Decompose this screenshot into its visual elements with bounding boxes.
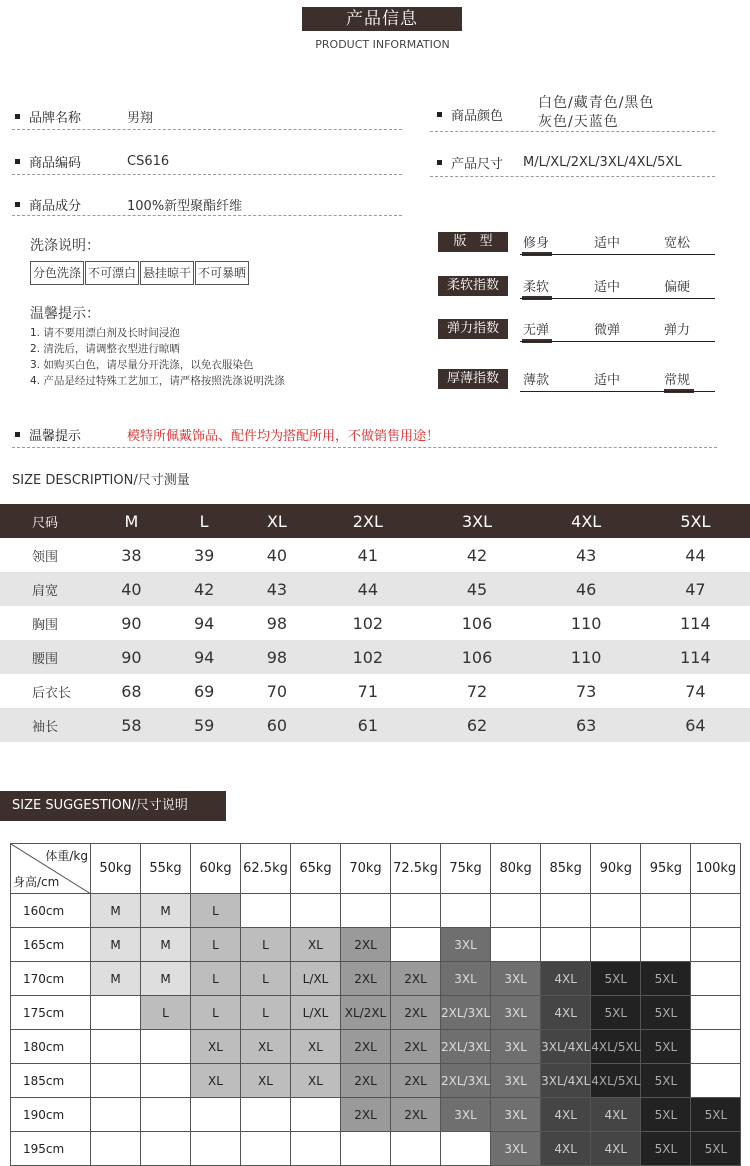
suggestion-cell (341, 1132, 391, 1166)
suggestion-cell (691, 928, 741, 962)
table-cell: 68 (121, 681, 142, 701)
height-label: 180cm (11, 1030, 91, 1064)
suggestion-row (11, 1064, 741, 1098)
header-cell: 5XL (641, 504, 750, 538)
weight-header: 75kg (441, 844, 491, 894)
suggestion-cell: 3XL (491, 962, 541, 996)
height-label: 175cm (11, 996, 91, 1030)
height-label: 185cm (11, 1064, 91, 1098)
suggestion-cell (291, 1098, 341, 1132)
suggestion-cell (291, 1132, 341, 1166)
size-value: M/L/XL/2XL/3XL/4XL/5XL (523, 154, 682, 170)
weight-header: 65kg (291, 844, 341, 894)
color-label: 商品颜色 (451, 108, 504, 124)
suggestion-cell (541, 928, 591, 962)
suggestion-cell: 2XL (391, 1064, 441, 1098)
suggestion-cell: 2XL (341, 962, 391, 996)
divider (12, 174, 402, 175)
code-row (15, 151, 169, 171)
size-suggestion-title: SIZE SUGGESTION/尺寸说明 (0, 791, 226, 821)
suggestion-cell (91, 1098, 141, 1132)
divider (430, 131, 715, 132)
table-cell: 102 (313, 640, 422, 674)
table-cell: 40 (95, 572, 168, 606)
color-line-1: 白色/藏青色/黑色 (538, 95, 655, 111)
suggestion-row (11, 1030, 741, 1064)
table-cell: 94 (193, 613, 215, 633)
suggestion-cell: 4XL (541, 1132, 591, 1166)
suggestion-cell: L (241, 996, 291, 1030)
corner-weight-label: 体重/kg (45, 849, 88, 863)
suggestion-cell (241, 1098, 291, 1132)
height-label: 160cm (11, 894, 91, 928)
tip-line: 4. 产品是经过特殊工艺加工，请严格按照洗涤说明洗涤 (30, 375, 285, 387)
table-cell: 62 (422, 708, 531, 742)
row-label: 腰围 (0, 640, 95, 674)
size-table-header (0, 504, 750, 538)
table-row (0, 708, 750, 742)
suggestion-cell: 2XL/3XL (441, 1030, 491, 1064)
suggestion-cell: L (191, 962, 241, 996)
tips-list (30, 325, 285, 389)
suggestion-cell: M (91, 962, 141, 996)
suggestion-cell (241, 1132, 291, 1166)
table-cell: 106 (422, 640, 531, 674)
index-option: 弹力 (664, 323, 691, 338)
suggestion-cell: 2XL (391, 1030, 441, 1064)
table-cell: 44 (685, 545, 706, 565)
suggestion-cell: 3XL (441, 928, 491, 962)
suggestion-cell (91, 1030, 141, 1064)
index-option: 常规 (664, 373, 691, 388)
table-cell: 70 (266, 681, 288, 701)
warning-text: 模特所佩戴饰品、配件均为搭配所用，不做销售用途！ (127, 428, 440, 444)
header-cell: L (168, 504, 241, 538)
wash-title: 洗涤说明： (30, 238, 100, 254)
index-line (520, 341, 715, 342)
material-label: 商品成分 (29, 198, 82, 214)
suggestion-cell: 2XL (341, 1098, 391, 1132)
index-option: 适中 (594, 280, 621, 295)
suggestion-cell (391, 894, 441, 928)
suggestion-cell: 2XL (391, 996, 441, 1030)
table-cell: 46 (532, 572, 641, 606)
suggestion-cell: 4XL (541, 996, 591, 1030)
suggestion-cell: L (241, 928, 291, 962)
table-row (0, 538, 750, 572)
suggestion-cell: 2XL (341, 1030, 391, 1064)
weight-header: 100kg (691, 844, 741, 894)
suggestion-cell: 5XL (641, 1132, 691, 1166)
suggestion-cell (141, 1030, 191, 1064)
table-cell: 114 (641, 640, 750, 674)
suggestion-row (11, 1098, 741, 1132)
suggestion-header (11, 844, 741, 894)
suggestion-row (11, 928, 741, 962)
suggestion-cell: 2XL (341, 928, 391, 962)
size-row (437, 152, 682, 172)
index-line (520, 391, 715, 392)
table-cell: 110 (532, 640, 641, 674)
suggestion-cell (391, 1132, 441, 1166)
index-label: 弹力指数 (438, 319, 508, 339)
suggestion-cell (691, 962, 741, 996)
suggestion-cell: 4XL/5XL (591, 1064, 641, 1098)
suggestion-cell: 4XL (541, 962, 591, 996)
table-cell: 42 (168, 572, 241, 606)
table-cell: 69 (193, 681, 215, 701)
suggestion-cell: 3XL/4XL (541, 1030, 591, 1064)
suggestion-cell: L (241, 962, 291, 996)
suggestion-cell: 3XL (441, 962, 491, 996)
row-label: 袖长 (0, 708, 95, 742)
table-cell: 38 (121, 545, 142, 565)
suggestion-cell (441, 1132, 491, 1166)
wash-tag: 不可漂白 (85, 261, 139, 285)
weight-header: 55kg (141, 844, 191, 894)
index-option: 无弹 (523, 323, 550, 338)
suggestion-cell: 5XL (641, 1064, 691, 1098)
code-value: CS616 (127, 153, 170, 169)
index-option: 宽松 (664, 236, 691, 251)
header-cell: 4XL (532, 504, 641, 538)
tip-line: 2. 清洗后，请调整衣型进行晾晒 (30, 343, 180, 355)
suggestion-cell: XL (191, 1064, 241, 1098)
suggestion-cell: XL (291, 1030, 341, 1064)
weight-header: 72.5kg (391, 844, 441, 894)
suggestion-cell: L (191, 928, 241, 962)
suggestion-cell: 5XL (591, 962, 641, 996)
divider (12, 215, 402, 216)
suggestion-cell: M (91, 894, 141, 928)
material-row (15, 194, 242, 214)
index-option: 柔软 (523, 280, 550, 295)
index-option: 偏硬 (664, 280, 691, 295)
table-cell: 41 (357, 545, 379, 565)
size-table (0, 504, 750, 742)
table-cell: 102 (352, 613, 384, 633)
table-cell: 114 (680, 613, 711, 633)
suggestion-cell (591, 928, 641, 962)
page-subtitle: PRODUCT INFORMATION (315, 38, 450, 51)
suggestion-cell: L (141, 996, 191, 1030)
corner-height-label: 身高/cm (13, 875, 60, 889)
suggestion-cell: XL (241, 1030, 291, 1064)
suggestion-cell: 5XL (641, 962, 691, 996)
wash-tag: 不可暴晒 (195, 261, 249, 285)
table-cell: 42 (466, 545, 488, 565)
suggestion-cell: 3XL (441, 1098, 491, 1132)
suggestion-cell (91, 1064, 141, 1098)
table-cell: 40 (266, 545, 288, 565)
page-title: 产品信息 (302, 7, 462, 31)
suggestion-cell: 5XL (641, 1030, 691, 1064)
table-cell: 43 (241, 572, 314, 606)
suggestion-cell (591, 894, 641, 928)
suggestion-cell: M (141, 894, 191, 928)
suggestion-cell: 3XL (491, 1132, 541, 1166)
suggestion-cell (141, 1098, 191, 1132)
corner-cell (11, 844, 91, 894)
suggestion-cell: 4XL (591, 1132, 641, 1166)
row-label: 胸围 (32, 617, 59, 633)
suggestion-cell (691, 894, 741, 928)
size-label: 产品尺寸 (451, 156, 504, 172)
tip-line: 1. 请不要用漂白剂及长时间浸泡 (30, 327, 180, 339)
index-label: 柔软指数 (438, 276, 508, 296)
suggestion-cell (91, 996, 141, 1030)
suggestion-cell: 2XL (391, 962, 441, 996)
suggestion-cell (541, 894, 591, 928)
suggestion-cell: L (191, 894, 241, 928)
suggestion-cell: 5XL (691, 1098, 741, 1132)
table-cell: 71 (357, 681, 379, 701)
table-cell: 43 (576, 545, 597, 565)
tips-title: 温馨提示： (30, 306, 100, 322)
suggestion-cell: M (91, 928, 141, 962)
table-row (0, 674, 750, 708)
table-cell: 44 (313, 572, 422, 606)
row-label: 后衣长 (32, 685, 72, 701)
height-label: 165cm (11, 928, 91, 962)
suggestion-cell: 4XL (541, 1098, 591, 1132)
suggestion-cell: XL (291, 928, 341, 962)
height-label: 190cm (11, 1098, 91, 1132)
suggestion-cell: 2XL/3XL (441, 996, 491, 1030)
suggestion-cell: M (141, 928, 191, 962)
wash-tags (30, 261, 250, 285)
suggestion-cell: 5XL (591, 996, 641, 1030)
header-cell: M (95, 504, 168, 538)
weight-header: 95kg (641, 844, 691, 894)
suggestion-cell: 3XL/4XL (541, 1064, 591, 1098)
table-cell: 39 (193, 545, 215, 565)
table-cell: 98 (241, 640, 314, 674)
suggestion-row (11, 894, 741, 928)
size-description-title: SIZE DESCRIPTION/尺寸测量 (12, 473, 190, 488)
suggestion-row (11, 962, 741, 996)
brand-row (15, 106, 153, 126)
suggestion-cell: 5XL (641, 996, 691, 1030)
suggestion-cell (441, 894, 491, 928)
suggestion-cell (141, 1132, 191, 1166)
divider (12, 447, 717, 448)
table-cell: 58 (95, 708, 168, 742)
index-option: 适中 (594, 236, 621, 251)
suggestion-cell (641, 894, 691, 928)
suggestion-cell (191, 1098, 241, 1132)
table-cell: 72 (466, 681, 488, 701)
suggestion-cell (141, 1064, 191, 1098)
table-row (0, 606, 750, 640)
suggestion-cell (491, 894, 541, 928)
suggestion-cell (191, 1132, 241, 1166)
bullet-icon (437, 160, 442, 165)
table-cell: 59 (168, 708, 241, 742)
weight-header: 80kg (491, 844, 541, 894)
height-label: 170cm (11, 962, 91, 996)
wash-tag: 悬挂晾干 (140, 261, 194, 285)
material-value: 100%新型聚酯纤维 (127, 198, 243, 214)
code-label: 商品编码 (29, 155, 82, 171)
suggestion-cell (491, 928, 541, 962)
header-cell: 2XL (313, 504, 422, 538)
suggestion-cell: 2XL (391, 1098, 441, 1132)
index-option: 微弹 (594, 323, 621, 338)
table-cell: 45 (422, 572, 531, 606)
suggestion-cell (341, 894, 391, 928)
suggestion-cell: L/XL (291, 962, 341, 996)
suggestion-cell: 5XL (691, 1132, 741, 1166)
index-option: 适中 (594, 373, 621, 388)
suggestion-cell (691, 996, 741, 1030)
table-cell: 47 (641, 572, 750, 606)
table-cell: 64 (641, 708, 750, 742)
size-suggestion-table (10, 843, 741, 1166)
suggestion-cell: 3XL (491, 1030, 541, 1064)
index-label: 厚薄指数 (438, 369, 508, 389)
table-row (0, 572, 750, 606)
suggestion-cell (391, 928, 441, 962)
suggestion-cell: 2XL (341, 1064, 391, 1098)
bullet-icon (15, 114, 20, 119)
index-line (520, 254, 715, 255)
table-cell: 63 (532, 708, 641, 742)
suggestion-cell: 5XL (641, 1098, 691, 1132)
bullet-icon (15, 159, 20, 164)
row-label: 肩宽 (0, 572, 95, 606)
wash-tag: 分色洗涤 (30, 261, 84, 285)
table-cell: 73 (576, 681, 597, 701)
suggestion-cell (691, 1030, 741, 1064)
index-softness (438, 276, 718, 296)
divider (12, 129, 402, 130)
suggestion-cell (91, 1132, 141, 1166)
index-fit (438, 232, 718, 252)
index-line (520, 298, 715, 299)
suggestion-cell (691, 1064, 741, 1098)
suggestion-row (11, 996, 741, 1030)
table-cell: 106 (461, 613, 493, 633)
table-cell: 98 (266, 613, 288, 633)
index-label: 版 型 (438, 232, 508, 252)
suggestion-cell: M (141, 962, 191, 996)
suggestion-cell (241, 894, 291, 928)
table-cell: 61 (313, 708, 422, 742)
brand-value: 男翔 (127, 110, 154, 126)
index-elasticity (438, 319, 718, 339)
brand-label: 品牌名称 (29, 110, 82, 126)
table-row (0, 640, 750, 674)
table-cell: 74 (685, 681, 706, 701)
bullet-icon (15, 202, 20, 207)
divider (430, 176, 715, 177)
suggestion-cell: XL (291, 1064, 341, 1098)
suggestion-cell: XL/2XL (341, 996, 391, 1030)
table-cell: 110 (570, 613, 602, 633)
table-cell: 90 (95, 640, 168, 674)
suggestion-cell: 3XL (491, 1064, 541, 1098)
suggestion-cell: 3XL (491, 996, 541, 1030)
suggestion-cell (641, 928, 691, 962)
suggestion-cell: 2XL/3XL (441, 1064, 491, 1098)
tip-line: 3. 如购买白色，请尽量分开洗涤，以免衣服染色 (30, 359, 254, 371)
weight-header: 85kg (541, 844, 591, 894)
weight-header: 62.5kg (241, 844, 291, 894)
suggestion-cell: 4XL (591, 1098, 641, 1132)
weight-header: 60kg (191, 844, 241, 894)
index-option: 修身 (523, 236, 550, 251)
bullet-icon (15, 432, 20, 437)
header-cell: 3XL (422, 504, 531, 538)
color-line-2: 灰色/天蓝色 (538, 114, 619, 130)
header-cell: XL (241, 504, 314, 538)
suggestion-cell: L (191, 996, 241, 1030)
suggestion-cell (291, 894, 341, 928)
weight-header: 90kg (591, 844, 641, 894)
suggestion-row (11, 1132, 741, 1166)
bullet-icon (437, 112, 442, 117)
warning-label: 温馨提示 (29, 428, 82, 444)
table-cell: 90 (121, 613, 142, 633)
table-cell: 94 (168, 640, 241, 674)
weight-header: 50kg (91, 844, 141, 894)
suggestion-cell: XL (191, 1030, 241, 1064)
suggestion-cell: 4XL/5XL (591, 1030, 641, 1064)
height-label: 195cm (11, 1132, 91, 1166)
color-row (437, 104, 535, 124)
table-cell: 60 (241, 708, 314, 742)
suggestion-cell: L/XL (291, 996, 341, 1030)
index-thickness (438, 369, 718, 389)
index-option: 薄款 (523, 373, 550, 388)
warning-row (15, 424, 439, 444)
row-label: 领围 (32, 549, 59, 565)
header-cell: 尺码 (0, 504, 95, 538)
suggestion-cell: XL (241, 1064, 291, 1098)
suggestion-cell: 3XL (491, 1098, 541, 1132)
weight-header: 70kg (341, 844, 391, 894)
